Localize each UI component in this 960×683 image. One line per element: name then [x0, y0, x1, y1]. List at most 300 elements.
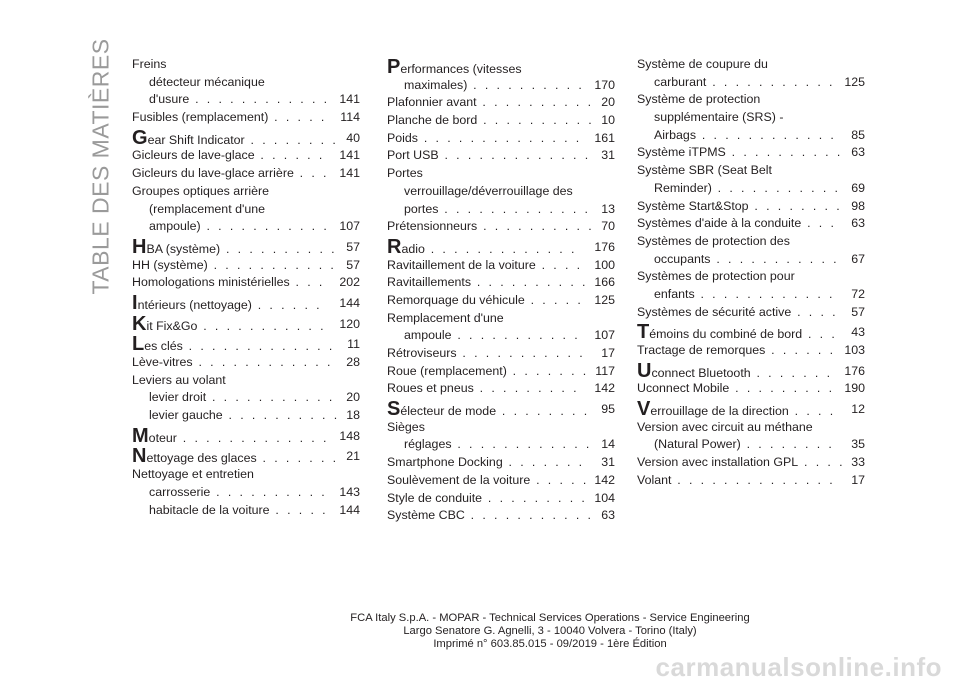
index-entry [387, 310, 615, 345]
page-number: 40 [346, 130, 360, 145]
page-number: 103 [844, 343, 865, 357]
index-line [132, 147, 360, 165]
page-number: 114 [340, 110, 360, 125]
index-line [637, 251, 865, 269]
page-number: 17 [851, 472, 865, 487]
page-number: 18 [346, 408, 360, 423]
index-entry [132, 109, 360, 127]
index-label: Système de coupure du [637, 57, 768, 71]
page-number: 176 [844, 363, 865, 378]
index-entry [132, 291, 360, 314]
index-entry [132, 424, 360, 447]
dot-leader: . . . . . . . . . . [467, 77, 585, 92]
page-number: 13 [601, 201, 615, 216]
index-label: habitacle de la voiture [149, 502, 270, 517]
index-line [387, 292, 615, 310]
section-initial-letter: K [132, 312, 147, 335]
index-line [132, 218, 360, 236]
side-title-text: TABLE DES MATIÈRES [87, 37, 114, 295]
index-label: levier droit [149, 390, 207, 405]
index-line [132, 291, 360, 314]
page-number: 10 [601, 113, 615, 128]
index-line [637, 286, 865, 304]
dot-leader: . . . . . . . [256, 451, 339, 466]
index-line [387, 345, 615, 363]
page-number: 202 [339, 275, 360, 290]
page-number: 57 [346, 239, 360, 254]
index-line [387, 274, 615, 292]
index-label: Tractage de remorques [637, 343, 766, 357]
index-column-3 [637, 56, 865, 490]
section-initial-letter: T [637, 321, 650, 344]
index-label: Roues et pneus [387, 381, 474, 396]
index-label: Système SBR (Seat Belt [637, 163, 772, 178]
index-label: Roue (remplacement) [387, 363, 507, 378]
index-entry [637, 380, 865, 398]
index-label: Ravitaillement de la voiture [387, 257, 536, 272]
index-entry [132, 372, 360, 425]
index-line [132, 354, 360, 372]
index-entry [387, 380, 615, 398]
index-line [387, 165, 615, 183]
dot-leader: . . . . . . . . . . . . [694, 286, 835, 301]
index-line [387, 112, 615, 130]
index-line [387, 130, 615, 148]
dot-leader: . . . . . . . . . . . [197, 318, 326, 333]
index-entry [637, 419, 865, 454]
dot-leader: . . . . . . . . . [729, 381, 835, 396]
page-number: 11 [347, 337, 360, 352]
page-number: 100 [594, 257, 615, 272]
page-number: 144 [339, 295, 360, 310]
dot-leader: . . . [802, 327, 838, 342]
dot-leader: . . . . . . . . . . . [456, 346, 586, 360]
index-entry [387, 274, 615, 292]
index-entry [637, 398, 865, 421]
index-line [637, 398, 865, 421]
page-number: 14 [601, 437, 615, 452]
index-label: Sièges [387, 419, 425, 434]
page-number: 12 [851, 402, 865, 417]
footer-line-3: Imprimé n° 603.85.015 - 09/2019 - 1ère Édition [433, 638, 667, 650]
index-line [132, 445, 360, 468]
index-entry [637, 233, 865, 268]
index-line [387, 454, 615, 472]
index-line [387, 380, 615, 398]
page-number: 141 [339, 166, 360, 181]
index-label: Système CBC [387, 508, 465, 523]
index-label: émoins du combiné de bord [649, 327, 803, 342]
dot-leader: . . . . . [268, 110, 327, 125]
page-number: 143 [339, 484, 360, 499]
dot-leader: . . . . . . . . . . [477, 219, 595, 234]
section-initial-letter: S [387, 398, 401, 421]
dot-leader: . . . . . . . . . . . . [451, 437, 592, 452]
section-initial-letter: P [387, 56, 401, 78]
dot-leader: . . . . . . . . . . . . [192, 355, 333, 369]
page-number: 28 [346, 355, 360, 369]
index-label: connect Bluetooth [651, 365, 751, 380]
index-line [132, 502, 360, 520]
dot-leader: . . . . . . . . . . . . . . [418, 130, 582, 145]
watermark-text: carmanualsonline.info [655, 652, 942, 682]
index-label: Homologations ministérielles [132, 275, 290, 290]
index-line [387, 235, 615, 258]
index-label: carrosserie [149, 484, 211, 499]
index-line [637, 304, 865, 322]
footer-line-1: FCA Italy S.p.A. - MOPAR - Technical Services Operations - Service Engineering [350, 612, 750, 624]
index-label: ettoyage des glaces [146, 451, 257, 466]
index-line [637, 109, 865, 127]
index-label: (remplacement d'une [149, 201, 266, 216]
index-entry [637, 304, 865, 322]
index-line [387, 490, 615, 508]
dot-leader: . . . . . . . . . . . . . [438, 201, 591, 216]
dot-leader: . . . . . . . . [740, 437, 835, 452]
index-label: Plafonnier avant [387, 95, 477, 110]
index-line [387, 94, 615, 112]
page-number: 176 [594, 239, 615, 254]
index-line [387, 257, 615, 275]
section-initial-letter: R [387, 235, 402, 258]
index-label: BA (système) [146, 241, 221, 256]
index-line [132, 333, 360, 356]
index-label: Style de conduite [387, 490, 483, 505]
index-line [387, 472, 615, 490]
dot-leader: . . . . . . . . [748, 198, 843, 213]
index-line [132, 165, 360, 183]
index-line [132, 91, 360, 109]
page-number: 107 [339, 219, 360, 234]
page-number: 125 [844, 74, 865, 89]
index-label: Systèmes de sécurité active [637, 304, 792, 319]
page-number: 117 [595, 363, 615, 378]
index-entry [132, 165, 360, 183]
page-number: 98 [851, 198, 865, 213]
dot-leader: . . . . . . [254, 148, 325, 163]
index-entry [387, 398, 615, 421]
index-entry [637, 56, 865, 91]
index-line [637, 180, 865, 198]
index-line [132, 274, 360, 292]
dot-leader: . . . . . . . [750, 365, 833, 380]
index-line [132, 183, 360, 201]
index-line [637, 436, 865, 454]
index-line [387, 147, 615, 165]
index-entry [637, 342, 865, 360]
dot-leader: . . . . . . . . . . . . . [176, 430, 329, 445]
index-line [387, 183, 615, 201]
index-entry [387, 130, 615, 148]
index-entry [132, 147, 360, 165]
page-number: 148 [339, 428, 360, 443]
index-label: maximales) [404, 77, 468, 92]
index-label: Airbags [654, 127, 697, 142]
dot-leader: . . . . . . . . . . . . . [424, 241, 577, 256]
index-entry [637, 91, 865, 144]
index-entry [637, 144, 865, 162]
page-number: 70 [601, 219, 615, 234]
index-label: Système Start&Stop [637, 198, 749, 213]
dot-leader: . . . . [535, 257, 583, 272]
index-label: adio [401, 241, 425, 256]
index-line [637, 233, 865, 251]
index-line [637, 454, 865, 472]
index-entry [387, 345, 615, 363]
page-number: 142 [594, 381, 615, 396]
index-line [637, 321, 865, 344]
index-entry [637, 198, 865, 216]
section-initial-letter: H [132, 235, 147, 258]
index-entry [387, 363, 615, 381]
index-label: Freins [132, 57, 167, 71]
index-label: Système iTPMS [637, 145, 726, 160]
index-line [387, 436, 615, 454]
index-label: portes [404, 201, 439, 216]
page-number: 63 [851, 145, 865, 160]
index-line [387, 363, 615, 381]
index-line [132, 201, 360, 219]
index-line [387, 218, 615, 236]
dot-leader: . . . . . . . . . [482, 490, 588, 505]
dot-leader: . . . . . . . . . . . . . . [671, 472, 836, 487]
dot-leader: . . . . . . . . . . . [464, 508, 594, 523]
section-initial-letter: M [132, 424, 149, 447]
section-initial-letter: G [132, 126, 148, 149]
index-column-1 [132, 56, 360, 519]
index-line [132, 109, 360, 127]
page-number: 95 [601, 402, 615, 417]
dot-leader: . . . . . . . . . . . [451, 328, 581, 343]
index-line [132, 407, 360, 425]
index-entry [637, 215, 865, 233]
index-line [132, 56, 360, 74]
index-entry [637, 268, 865, 303]
page-number: 166 [594, 275, 615, 290]
index-label: enfants [654, 286, 695, 301]
section-initial-letter: U [637, 359, 652, 382]
index-line [132, 466, 360, 484]
index-label: Port USB [387, 148, 439, 163]
index-label: ntérieurs (nettoyage) [137, 297, 252, 312]
index-label: Poids [387, 130, 418, 145]
index-label: Rétroviseurs [387, 346, 457, 360]
index-entry [132, 354, 360, 372]
index-label: occupants [654, 251, 711, 266]
page-number: 72 [851, 286, 865, 301]
index-line [132, 389, 360, 407]
index-column-2 [387, 56, 615, 525]
index-line [637, 342, 865, 360]
index-label: Fusibles (remplacement) [132, 110, 269, 125]
index-line [637, 74, 865, 92]
dot-leader: . . . . . . . . . . . [710, 251, 840, 266]
page-number: 69 [851, 180, 865, 195]
page-number: 63 [601, 508, 615, 523]
index-label: es clés [144, 339, 183, 354]
index-entry [387, 472, 615, 490]
dot-leader: . . . . . [269, 502, 328, 517]
index-entry [387, 292, 615, 310]
page-number: 57 [346, 257, 360, 272]
index-line [637, 91, 865, 109]
index-line [637, 419, 865, 437]
index-line [132, 74, 360, 92]
index-entry [387, 419, 615, 454]
index-label: ampoule [404, 328, 452, 343]
index-label: Smartphone Docking [387, 455, 503, 470]
index-line [387, 77, 615, 95]
index-entry [387, 165, 615, 218]
page-number: 85 [851, 127, 865, 142]
index-entry [637, 321, 865, 344]
index-label: d'usure [149, 92, 190, 107]
dot-leader: . . . . . . . . . . . [200, 219, 330, 234]
page-number: 20 [601, 95, 615, 110]
index-entry [387, 235, 615, 258]
index-entry [132, 56, 360, 109]
page-number: 120 [339, 316, 360, 331]
index-line [387, 56, 615, 78]
page-number: 57 [851, 304, 865, 319]
index-label: Version avec circuit au méthane [637, 419, 813, 434]
dot-leader: . . . [293, 166, 329, 181]
dot-leader: . . . [289, 275, 325, 290]
index-entry [132, 235, 360, 258]
index-label: it Fix&Go [146, 318, 198, 333]
index-label: Volant [637, 472, 672, 487]
index-line [637, 56, 865, 74]
dot-leader: . . . . [798, 455, 845, 470]
dot-leader: . . . . . . [251, 297, 323, 312]
dot-leader: . . . . . . . . . . . [706, 74, 835, 89]
index-entry [387, 490, 615, 508]
index-label: errouillage de la direction [650, 404, 789, 419]
page-number: 161 [594, 130, 615, 145]
index-entry [637, 454, 865, 472]
index-entry [132, 466, 360, 519]
index-label: Portes [387, 166, 423, 181]
index-label: (Natural Power) [654, 437, 741, 452]
page-number: 107 [594, 328, 615, 343]
page-number: 33 [851, 455, 865, 470]
index-line [132, 126, 360, 149]
index-line [637, 472, 865, 490]
index-entry [387, 147, 615, 165]
index-line [637, 380, 865, 398]
publisher-footer [0, 612, 960, 651]
index-line [637, 162, 865, 180]
index-label: supplémentaire (SRS) - [654, 110, 784, 125]
index-label: Remplacement d'une [387, 310, 504, 325]
index-label: Version avec installation GPL [637, 455, 799, 470]
section-initial-letter: I [132, 291, 138, 314]
index-line [637, 144, 865, 162]
dot-leader: . . . . . [524, 292, 584, 307]
page-number: 104 [594, 490, 615, 505]
index-label: verrouillage/déverrouillage des [404, 183, 573, 198]
dot-leader: . . . . . . . . . [473, 381, 579, 396]
index-label: Uconnect Mobile [637, 381, 730, 396]
dot-leader: . . . . . . . . . . [220, 241, 337, 256]
index-line [387, 398, 615, 421]
dot-leader: . . . . . . [765, 343, 836, 357]
index-entry [637, 162, 865, 197]
page-number: 190 [844, 381, 865, 396]
index-line [387, 327, 615, 345]
index-line [132, 257, 360, 275]
index-label: Systèmes de protection des [637, 233, 790, 248]
page-number: 43 [851, 325, 865, 340]
dot-leader: . . . . [788, 404, 836, 419]
dot-leader: . . . . . . . . . . [476, 95, 594, 110]
page-number: 21 [346, 449, 360, 464]
index-entry [132, 183, 360, 236]
index-label: Nettoyage et entretien [132, 467, 254, 482]
index-label: Remorquage du véhicule [387, 292, 525, 307]
page-number: 170 [594, 77, 615, 92]
index-line [387, 507, 615, 525]
index-label: ampoule) [149, 219, 201, 234]
side-section-title [81, 37, 121, 295]
page-number: 31 [601, 148, 615, 163]
section-initial-letter: L [132, 333, 145, 356]
index-line [132, 312, 360, 335]
index-label: Ravitaillements [387, 275, 472, 290]
section-initial-letter: V [637, 398, 651, 421]
index-label: oteur [148, 430, 177, 445]
index-label: Gicleurs de lave-glace [132, 148, 255, 163]
index-entry [387, 94, 615, 112]
dot-leader: . . . . . . . . . . [210, 484, 328, 499]
index-entry [387, 507, 615, 525]
index-entry [387, 454, 615, 472]
index-entry [637, 359, 865, 382]
page-number: 144 [339, 502, 360, 517]
index-label: électeur de mode [400, 404, 497, 419]
dot-leader: . . . . . . . . . . . . [189, 92, 330, 107]
dot-leader: . . . . [791, 304, 839, 319]
dot-leader: . . . . . . . . . . . . . [438, 148, 591, 163]
page-number: 31 [601, 455, 615, 470]
dot-leader: . . . . . . . . . . . . . [182, 339, 335, 354]
index-entry [132, 312, 360, 335]
page-number: 17 [601, 346, 615, 360]
index-entry [132, 126, 360, 149]
index-label: Prétensionneurs [387, 219, 478, 234]
dot-leader: . . . . . [530, 472, 589, 487]
index-label: Systèmes d'aide à la conduite [637, 216, 802, 231]
dot-leader: . . . . . . . . [496, 404, 590, 419]
footer-line-2: Largo Senatore G. Agnelli, 3 - 10040 Volvera - Torino (Italy) [403, 625, 697, 637]
index-line [132, 484, 360, 502]
index-label: Système de protection [637, 92, 761, 107]
index-label: ear Shift Indicator [147, 132, 245, 147]
index-label: HH (système) [132, 257, 208, 272]
index-line [387, 419, 615, 437]
page-number: 141 [339, 148, 360, 163]
index-label: erformances (vitesses [400, 62, 522, 76]
index-entry [637, 472, 865, 490]
dot-leader: . . . . . . . . . . [471, 275, 588, 290]
dot-leader: . . . . . . . . . . . [711, 180, 841, 195]
section-initial-letter: N [132, 445, 147, 468]
index-line [387, 310, 615, 328]
index-entry [132, 274, 360, 292]
page-number: 142 [594, 472, 615, 487]
dot-leader: . . . . . . . [502, 455, 585, 470]
page-number: 141 [339, 92, 360, 107]
